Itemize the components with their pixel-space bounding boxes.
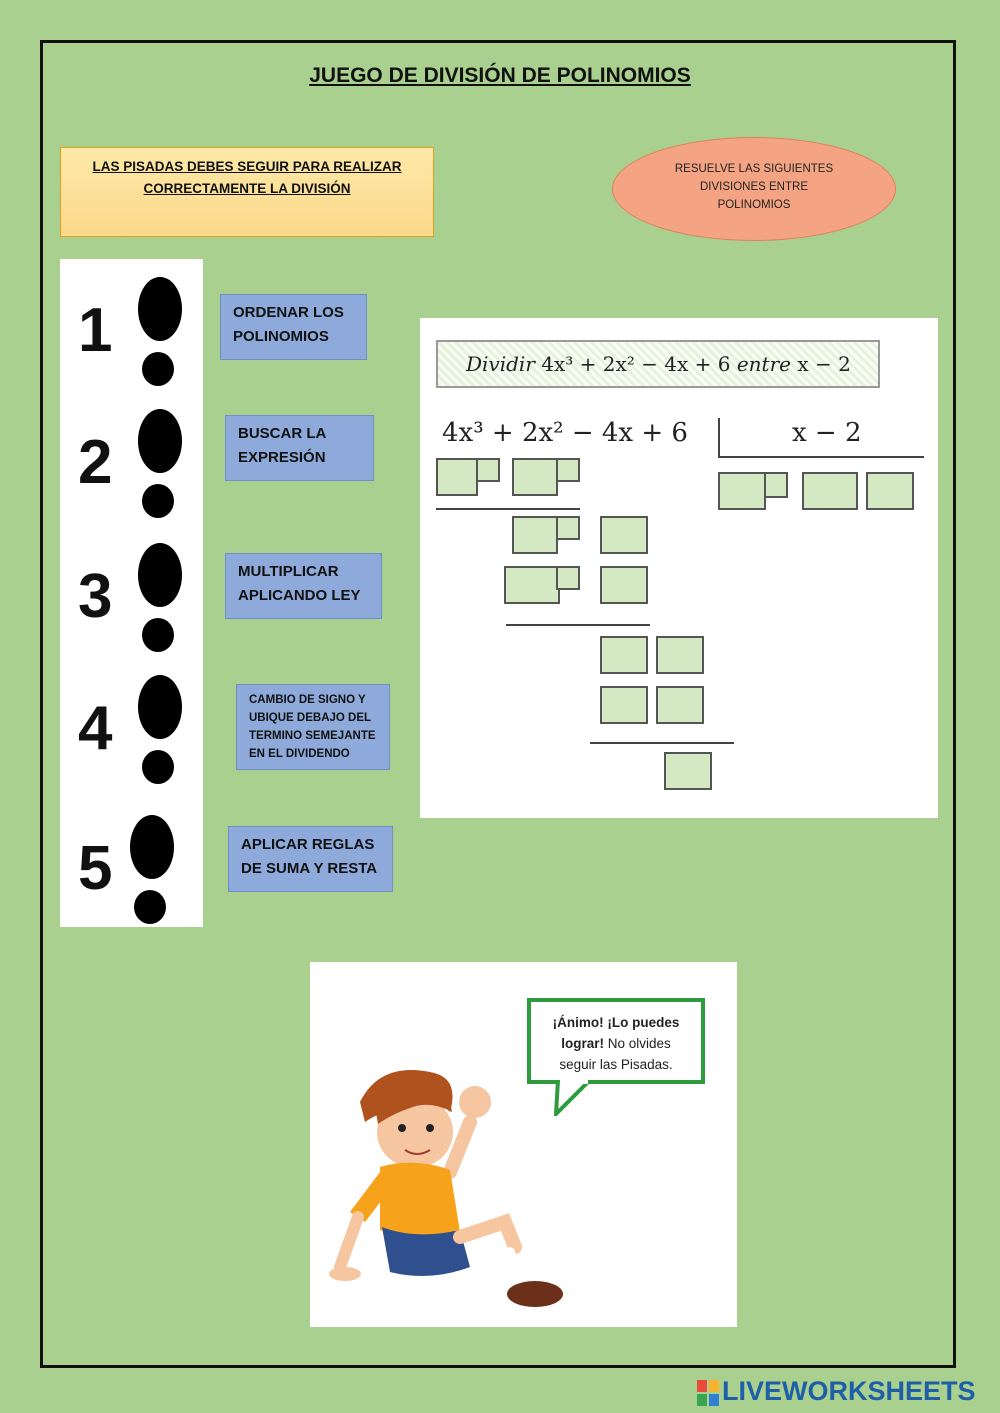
step-label-4-line-3: TERMINO SEMEJANTE [249,730,376,742]
bubble-bold-2: lograr! [561,1036,604,1051]
step-number-1: 1 [78,296,113,365]
subtraction-line-3 [590,742,734,744]
quotient-box-coef-1[interactable] [718,472,766,510]
instruction-box [60,147,434,237]
step-5 [60,803,203,923]
prompt-word-entre: entre [736,352,791,376]
step-label-1-line-1: ORDENAR LOS [233,304,344,321]
liveworksheets-logo-icon [697,1380,719,1406]
prompt-word-dividir: Dividir [466,352,535,376]
ellipse-line-2: DIVISIONES ENTRE [700,181,808,193]
step-label-2 [225,415,374,481]
boy-illustration [320,1062,580,1312]
answer-box-r4-2[interactable] [656,636,704,674]
step-label-5-line-1: APLICAR REGLAS [241,836,375,853]
step-label-4-line-4: EN EL DIVIDENDO [249,748,350,760]
step-number-4: 4 [78,694,113,763]
footprints-panel [60,259,203,927]
prompt-dividend: 4x³ + 2x² − 4x + 6 [541,352,731,376]
step-number-3: 3 [78,562,113,631]
answer-box-r1-coef-2[interactable] [512,458,558,496]
answer-box-r5-2[interactable] [656,686,704,724]
divisor: x − 2 [792,418,862,448]
step-label-5 [228,826,393,892]
step-label-4 [236,684,390,770]
answer-box-r2-coef-1[interactable] [512,516,558,554]
division-bracket-vertical [718,418,720,458]
subtraction-line-1 [436,508,580,510]
step-label-3-line-1: MULTIPLICAR [238,563,339,580]
step-label-3 [225,553,382,619]
step-label-3-line-2: APLICANDO LEY [238,587,361,604]
page-title: JUEGO DE DIVISIÓN DE POLINOMIOS [309,64,691,87]
footprint-icon [126,813,178,925]
bubble-line-3: seguir las Pisadas. [559,1057,673,1072]
step-label-1-line-2: POLINOMIOS [233,328,329,345]
answer-box-r3-coef-1[interactable] [504,566,560,604]
division-prompt [436,340,880,388]
step-label-4-line-2: UBIQUE DEBAJO DEL [249,712,372,724]
answer-box-r3-exp-1[interactable] [556,566,580,590]
prompt-divisor: x − 2 [797,352,851,376]
answer-box-r1-coef-1[interactable] [436,458,478,496]
step-3 [60,531,203,651]
step-label-4-line-1: CAMBIO DE SIGNO Y [249,694,366,706]
answer-box-r4-1[interactable] [600,636,648,674]
instruction-line-2: CORRECTAMENTE LA DIVISIÓN [143,181,351,196]
quotient-box-exp-1[interactable] [764,472,788,498]
quotient-box-2[interactable] [802,472,858,510]
step-number-5: 5 [78,834,113,903]
footprint-icon [134,407,186,519]
answer-box-r3-2[interactable] [600,566,648,604]
dividend: 4x³ + 2x² − 4x + 6 [442,418,688,448]
step-label-2-line-1: BUSCAR LA [238,425,327,442]
answer-box-r1-exp-1[interactable] [476,458,500,482]
footprint-icon [134,673,186,785]
subtraction-line-2 [506,624,650,626]
step-number-2: 2 [78,428,113,497]
step-label-5-line-2: DE SUMA Y RESTA [241,860,378,877]
answer-box-r5-1[interactable] [600,686,648,724]
encouragement-panel [310,962,737,1327]
step-label-2-line-2: EXPRESIÓN [238,449,326,466]
answer-box-r2-exp-1[interactable] [556,516,580,540]
division-bracket-horizontal [718,456,924,458]
step-label-1 [220,294,367,360]
step-2 [60,397,203,517]
step-1 [60,265,203,385]
answer-box-r1-exp-2[interactable] [556,458,580,482]
answer-box-r2-2[interactable] [600,516,648,554]
bubble-rest-2: No olvides [603,1036,671,1051]
ellipse-line-1: RESUELVE LAS SIGUIENTES [674,163,834,175]
instruction-ellipse [612,137,896,241]
bubble-bold-1: ¡Ánimo! ¡Lo puedes [552,1015,680,1030]
division-panel [420,318,938,818]
step-4 [60,663,203,783]
ellipse-line-3: POLINOMIOS [717,199,791,211]
instruction-line-1: LAS PISADAS DEBES SEGUIR PARA REALIZAR [92,159,402,174]
quotient-box-3[interactable] [866,472,914,510]
brand-name: LIVEWORKSHEETS [722,1376,976,1406]
footprint-icon [134,275,186,387]
footprint-icon [134,541,186,653]
remainder-box[interactable] [664,752,712,790]
